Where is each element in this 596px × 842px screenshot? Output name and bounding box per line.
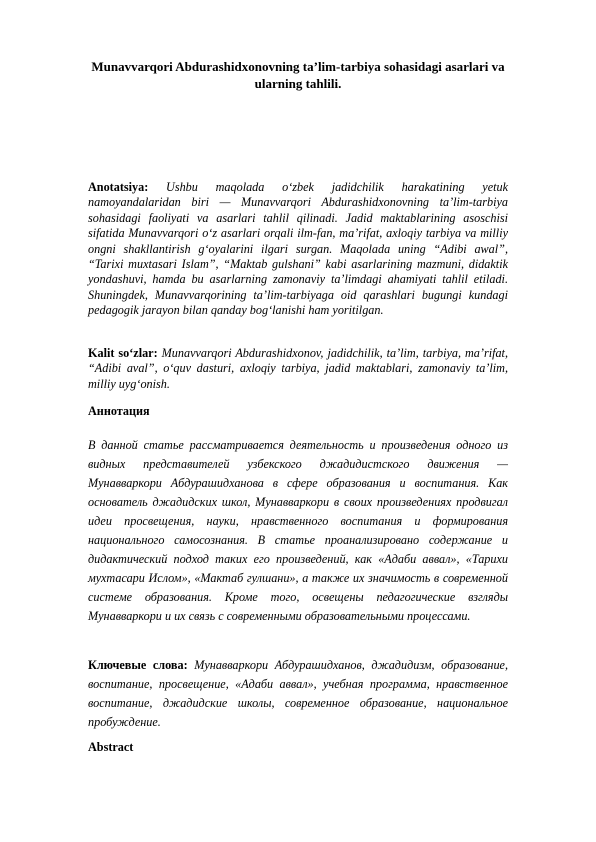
abstract-heading: Abstract [88,740,134,754]
keywords-russian-text: Мунавваркори Абдурашидханов, джадидизм, образование, воспитание, просвещение, «Адаби аввал», учебная программа, нравственное воспитание, джадидские школы, современное образование, национальное пробуждение. [88,658,509,729]
annotation-uzbek-label: Anotatsiya: [88,180,149,194]
keywords-uzbek-label: Kalit so‘zlar: [88,346,158,360]
annotation-uzbek [88,180,508,319]
annotation-russian-heading: Аннотация [88,404,150,418]
keywords-russian-label: Ключевые слова: [88,658,188,672]
annotation-russian-text: В данной статье рассматривается деятельность и произведения одного из видных представителей узбекского джадидистского движения — Мунавваркори Абдурашидханова в сфере образования и воспитания. Как основатель джадидских школ, Мунавваркори в своих произведениях продвигал идеи просвещения, науки, нравственного воспитания и формирования национального самосознания. В статье проанализировано содержание и дидактический подход таких его произведений, как «Адаби аввал», «Тарихи мухтасари Ислом», «Мактаб гулшани», а также их значимость в современной системе образования. Кроме того, освещены педагогические взгляды Мунавваркори и их связь с современными образовательными процессами. [88,438,508,623]
keywords-russian [88,656,508,732]
keywords-uzbek-text: Munavvarqori Abdurashidxonov, jadidchilik, ta’lim, tarbiya, ma’rifat, “Adibi aval”, o‘quv dasturi, axloqiy tarbiya, jadid maktablari, zamonaviy ta’lim, milliy uyg‘onish. [88,346,508,391]
paper-title: Munavvarqori Abdurashidxonovning ta’lim-tarbiya sohasidagi asarlari va ularning tahlili. [91,59,505,91]
annotation-uzbek-text: Ushbu maqolada o‘zbek jadidchilik harakatining yetuk namoyandalaridan biri — Munavvarqori Abdurashidxonovning ta’lim-tarbiya sohasidagi faoliyati va asarlari tahlil qilinadi. Jadid maktablarining asoschisi sifatida Munavvarqori o‘z asarlari orqali ilm-fan, ma’rifat, axloqiy tarbiya va milliy ongni shakllantirish g‘oyalarini ilgari surgan. Maqolada uning “Adibi awal”, “Tarixi muxtasari Islam”, “Maktab gulshani” kabi asarlarining mazmuni, didaktik yondashuvi, hamda bu asarlarning zamonaviy ta’limdagi ahamiyati tahlil etiladi. Shuningdek, Munavvarqorining ta’lim-tarbiyaga oid qarashlari bugungi kundagi pedagogik jarayon bilan qanday bog‘lanishi ham yoritilgan. [88,180,509,318]
keywords-uzbek [88,346,508,392]
